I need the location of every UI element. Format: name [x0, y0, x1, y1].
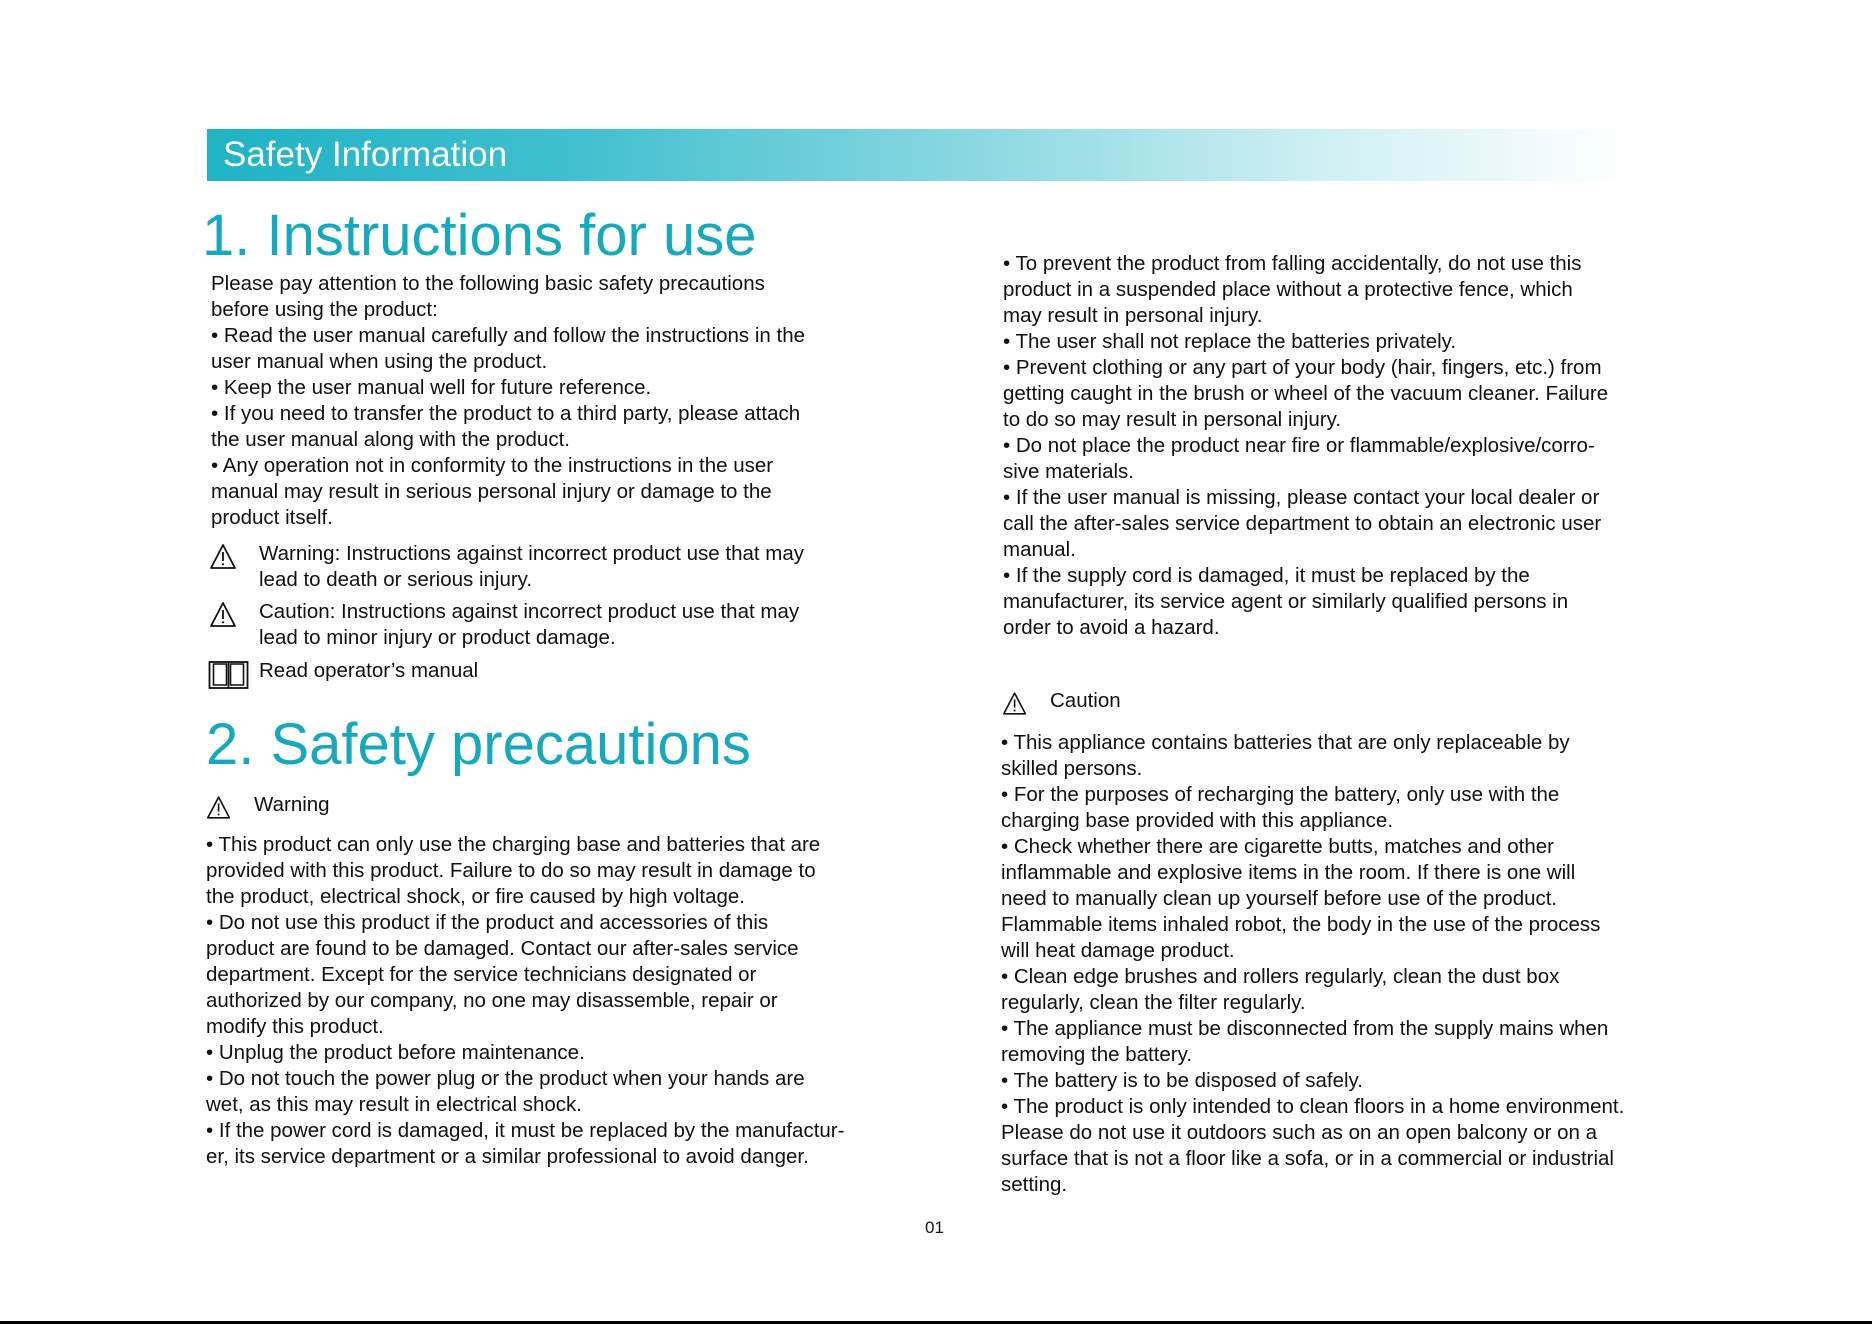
text-line: wet, as this may result in electrical shock. [206, 1093, 582, 1116]
caution-triangle-icon [1002, 688, 1038, 718]
text-line: product itself. [211, 506, 333, 529]
caution-triangle-icon [209, 599, 249, 629]
caution-legend-line: lead to minor injury or product damage. [259, 626, 616, 649]
text-line: • For the purposes of recharging the battery, only use with the [1001, 783, 1560, 806]
text-line: manual. [1003, 538, 1076, 561]
text-line: user manual when using the product. [211, 350, 548, 373]
text-line: • Any operation not in conformity to the instructions in the user [211, 454, 774, 477]
text-line: product in a suspended place without a protective fence, which [1003, 278, 1573, 301]
caution-legend [209, 599, 799, 651]
text-line: product are found to be damaged. Contact our after-sales service [206, 937, 799, 960]
caution-legend-line: Caution: Instructions against incorrect product use that may [259, 600, 800, 623]
text-line: need to manually clean up yourself before use of the product. [1001, 887, 1558, 910]
text-line: before using the product: [211, 298, 438, 321]
caution-text [1001, 730, 1624, 1198]
text-line: provided with this product. Failure to do so may result in damage to [206, 859, 816, 882]
text-line: Please do not use it outdoors such as on an open balcony or on a [1001, 1121, 1598, 1144]
text-line: • This appliance contains batteries that are only replaceable by [1001, 731, 1570, 754]
text-line: • If the power cord is damaged, it must be replaced by the manufactur- [206, 1119, 845, 1142]
text-line: Please pay attention to the following basic safety precautions [211, 272, 765, 295]
text-line: • Do not use this product if the product and accessories of this [206, 911, 769, 934]
text-line: the product, electrical shock, or fire caused by high voltage. [206, 885, 745, 908]
text-line: • Do not place the product near fire or flammable/explosive/corro- [1003, 434, 1595, 457]
text-line: er, its service department or a similar professional to avoid danger. [206, 1145, 809, 1168]
text-line: • Read the user manual carefully and follow the instructions in the [211, 324, 806, 347]
text-line: manual may result in serious personal injury or damage to the [211, 480, 772, 503]
safety-heading: 2. Safety precautions [206, 712, 751, 777]
text-line: • If you need to transfer the product to a third party, please attach [211, 402, 801, 425]
manual-legend-label: Read operator’s manual [259, 659, 479, 682]
text-line: removing the battery. [1001, 1043, 1193, 1066]
text-line: inflammable and explosive items in the room. If there is one will [1001, 861, 1576, 884]
text-line: call the after-sales service department to obtain an electronic user [1003, 512, 1602, 535]
text-line: • This product can only use the charging base and batteries that are [206, 833, 821, 856]
section-banner [207, 129, 1627, 181]
warning-legend-line: lead to death or serious injury. [259, 568, 533, 591]
caution-label: Caution [1050, 689, 1121, 712]
text-line: • Check whether there are cigarette butts, matches and other [1001, 835, 1554, 858]
text-line: sive materials. [1003, 460, 1135, 483]
text-line: • Do not touch the power plug or the product when your hands are [206, 1067, 805, 1090]
text-line: skilled persons. [1001, 757, 1143, 780]
text-line: regularly, clean the filter regularly. [1001, 991, 1306, 1014]
instructions-text [211, 271, 805, 531]
text-line: • The product is only intended to clean floors in a home environment. [1001, 1095, 1625, 1118]
text-line: • Unplug the product before maintenance. [206, 1041, 585, 1064]
text-line: • Prevent clothing or any part of your body (hair, fingers, etc.) from [1003, 356, 1602, 379]
warning-text [206, 832, 844, 1170]
text-line: Flammable items inhaled robot, the body in the use of the process [1001, 913, 1601, 936]
right-top-text [1003, 251, 1608, 641]
text-line: department. Except for the service technicians designated or [206, 963, 757, 986]
banner-title: Safety Information [223, 135, 508, 174]
text-line: charging base provided with this appliance. [1001, 809, 1394, 832]
instructions-heading: 1. Instructions for use [202, 203, 757, 268]
text-line: • The appliance must be disconnected from the supply mains when [1001, 1017, 1609, 1040]
text-line: the user manual along with the product. [211, 428, 570, 451]
manual-legend [206, 658, 478, 690]
page-number: 01 [925, 1218, 944, 1237]
text-line: will heat damage product. [1001, 939, 1235, 962]
warning-label-row [206, 792, 330, 822]
text-line: manufacturer, its service agent or similarly qualified persons in [1003, 590, 1569, 613]
text-line: • Clean edge brushes and rollers regularly, clean the dust box [1001, 965, 1560, 988]
caution-label-row [1002, 688, 1121, 718]
warning-legend-line: Warning: Instructions against incorrect product use that may [259, 542, 805, 565]
text-line: to do so may result in personal injury. [1003, 408, 1342, 431]
text-line: • To prevent the product from falling accidentally, do not use this [1003, 252, 1582, 275]
warning-triangle-icon [206, 792, 242, 822]
text-line: setting. [1001, 1173, 1068, 1196]
text-line: • If the user manual is missing, please contact your local dealer or [1003, 486, 1600, 509]
warning-triangle-icon [209, 541, 249, 571]
text-line: • Keep the user manual well for future reference. [211, 376, 652, 399]
text-line: may result in personal injury. [1003, 304, 1263, 327]
text-line: • The battery is to be disposed of safely. [1001, 1069, 1363, 1092]
book-icon [206, 658, 249, 690]
warning-legend [209, 541, 804, 593]
text-line: getting caught in the brush or wheel of the vacuum cleaner. Failure [1003, 382, 1609, 405]
text-line: • The user shall not replace the batteries privately. [1003, 330, 1457, 353]
text-line: authorized by our company, no one may disassemble, repair or [206, 989, 778, 1012]
warning-label: Warning [254, 793, 330, 816]
text-line: • If the supply cord is damaged, it must be replaced by the [1003, 564, 1530, 587]
text-line: order to avoid a hazard. [1003, 616, 1220, 639]
text-line: modify this product. [206, 1015, 384, 1038]
text-line: surface that is not a floor like a sofa, or in a commercial or industrial [1001, 1147, 1614, 1170]
